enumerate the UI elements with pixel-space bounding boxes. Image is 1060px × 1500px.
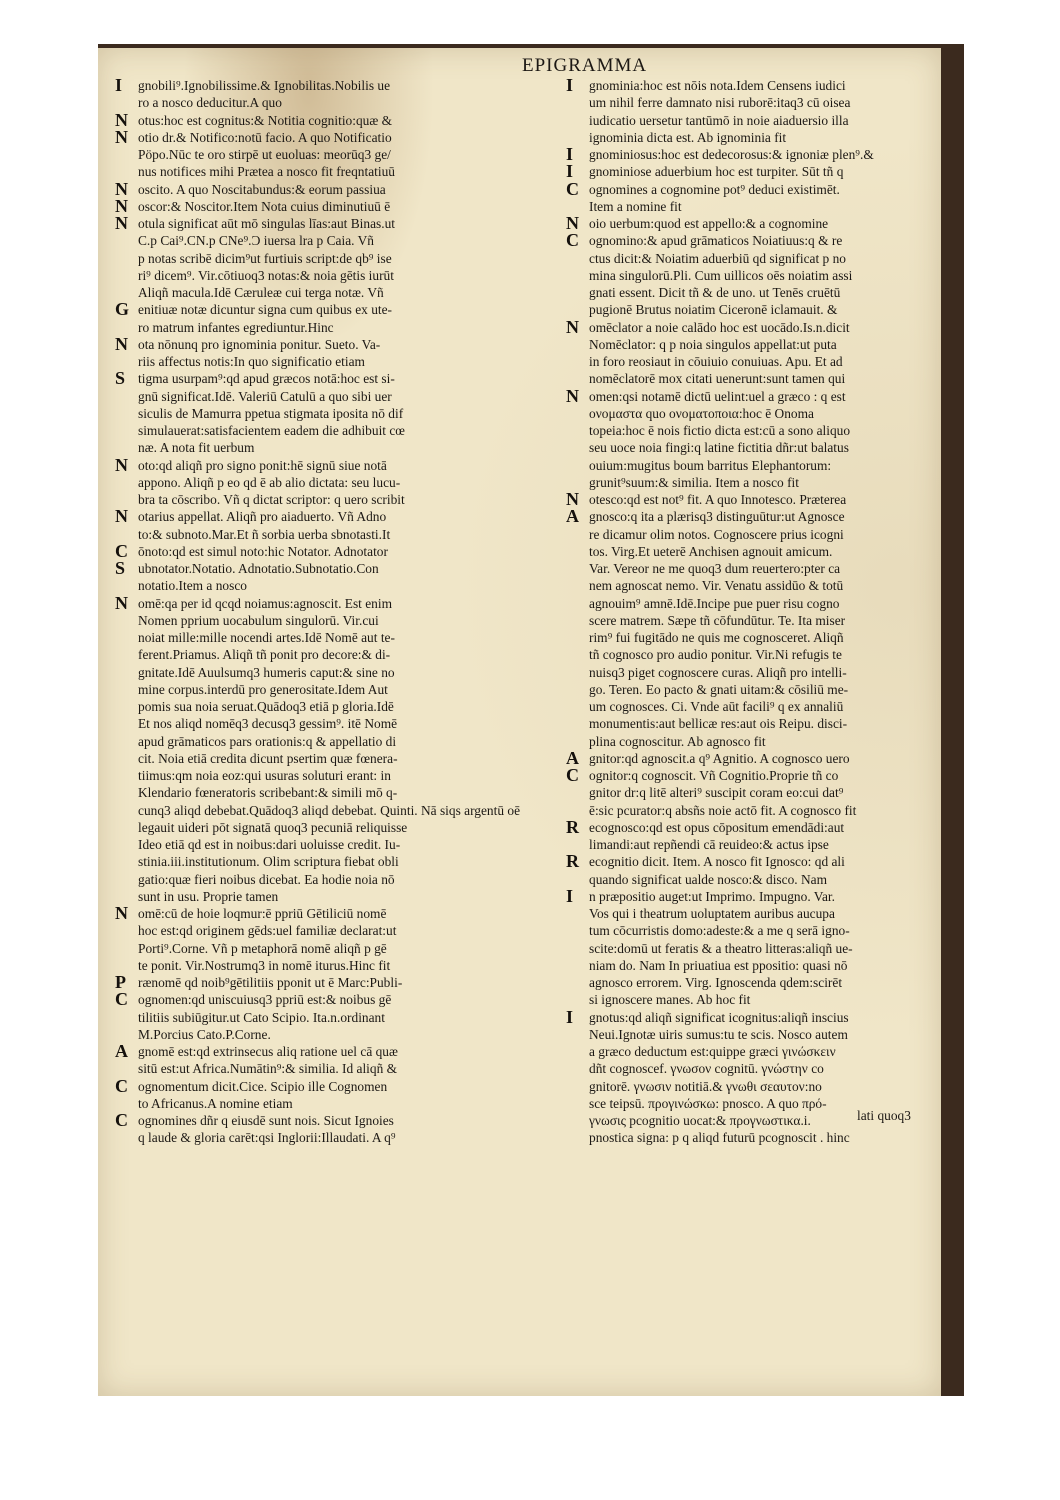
text-line [115,491,467,508]
line-text: sitū est:ut Africa.Numātin⁹:& similia. Id aliqñ & [138,1061,398,1077]
line-text: q laude & gloria carēt:qsi Inglorii:Illaudati. A q⁹ [138,1130,396,1146]
text-line [566,215,906,232]
text-line [115,715,467,732]
line-text: gnū significat.Idē. Valeriū Catulū a quo sibi uer [138,388,392,404]
line-text: in foro reosiaut in cōuiuio conuiuas. Apu. Et ad [589,354,843,369]
line-text: tos. Virg.Et ueterē Anchisen agnouit amicum. [589,543,833,559]
text-line [566,664,906,681]
text-line [566,77,906,94]
line-text: limandi:aut repñendi cā reuideo:& actus ipse [589,837,829,852]
text-line [566,871,906,888]
initial-letter: C [566,178,579,199]
text-line [566,784,906,801]
text-line [566,698,906,715]
line-text: gnomē est:qd extrinsecus aliq ratione uel cā quæ [138,1044,398,1059]
text-line [566,526,906,543]
initial-letter: S [115,368,126,389]
line-text: agnosco errorem. Virg. Ignoscenda qdem:scirēt [589,975,843,990]
text-line [566,629,906,646]
line-text: notatio.Item a nosco [138,578,247,594]
line-text: ro matrum infantes egrediuntur.Hinc [138,319,334,335]
line-text: re dicamur olim notos. Cognoscere prius icogni [589,526,844,542]
line-text: cit. Noia etiā credita dicunt psertim quæ fœnera- [138,750,398,766]
line-text: stinia.iii.institutionum. Olim scriptura fiebat obli [138,854,399,870]
text-line [115,871,467,888]
line-text: grunit⁹suum:& similia. Item a nosco fit [589,474,799,490]
text-line [115,767,467,784]
line-text: M.Porcius Cato.P.Corne. [138,1026,271,1042]
text-line [115,405,467,422]
text-line [115,94,467,111]
line-text: omē:qa per id qcqd noiamus:agnoscit. Est enim [138,595,392,611]
line-text: ονομαστα quo ονοματοποια:hoc ē Onoma [589,405,814,421]
text-line [115,388,467,405]
line-text: omen:qsi notamē dictū uelint:uel a græco : q est [589,388,846,404]
text-line [566,336,906,353]
text-line [566,595,906,612]
initial-letter: P [115,972,126,992]
line-text: ctus dicit:& Noiatim aduerbiū qd significat p no [589,250,846,266]
line-text: gatio:quæ fieri noibus dicebat. Ea hodie noia nō [138,871,395,887]
line-text: n præpositio auget:ut Imprimo. Impugno. Var. [589,888,835,904]
text-line [566,1112,906,1129]
text-line [115,454,467,475]
text-line [115,905,467,922]
initial-letter: C [115,540,128,561]
line-text: sce teipsū. προγινώσκω: pnosco. A quo πρό- [589,1095,827,1111]
text-line [566,1060,906,1077]
line-text: hoc est:qd originem gēds:uel familiæ declarat:ut [138,923,397,939]
line-text: rim⁹ fui fugitādo ne quis me cognosceret. Aliqñ [589,630,844,645]
text-line [566,577,906,594]
line-text: næ. A nota fit uerbum [138,440,255,456]
line-text: agnouim⁹ amnē.Idē.Incipe pue puer risu cogno [589,595,840,611]
line-text: ognomentum dicit.Cice. Scipio ille Cognomen [138,1078,388,1094]
line-text: γνωσις pcognitio uocat:& προγνωστικα.i. [589,1113,811,1128]
line-text: siculis de Mamurra ppetua stigmata iposita nō dif [138,405,404,421]
line-text: Porti⁹.Corne. Vñ p metaphorā nomē aliqñ p gē [138,940,387,956]
text-line [115,109,467,130]
line-text: ognomines a cognomine pot⁹ deduci existimēt. [589,181,840,197]
line-text: pomis sua noia seruat.Quādoq3 etiā p gloria.Idē [138,699,394,714]
initial-letter: N [115,195,128,216]
line-text: seu uoce noia fingi:q latine fictitia dñr:ut balatus [589,440,849,456]
text-line [115,439,467,456]
text-line [115,957,467,974]
text-line [566,1043,906,1060]
text-line [566,491,906,508]
initial-letter: I [566,144,574,164]
text-line [566,816,906,837]
initial-letter: I [566,161,574,182]
line-text: omēclator a noie calādo hoc est uocādo.Is.n.dicit [589,319,850,335]
text-line [566,836,906,853]
text-line [115,836,467,853]
text-line [566,767,906,784]
text-line [566,1095,906,1112]
text-line [566,301,906,318]
text-line [115,195,467,216]
line-text: Neui.Ignotæ uiris sumus:tu te scis. Nosco autem [589,1026,848,1042]
text-line [115,540,467,561]
text-line [566,146,906,163]
initial-letter: C [115,989,128,1010]
line-text: simulauerat:satisfacientem eadem die adhibuit cœ [138,423,405,438]
text-line [115,77,467,94]
line-text: oio uerbum:quod est appello:& a cognomine [589,216,829,231]
text-line [115,353,467,370]
text-line [566,250,906,267]
text-line [115,819,467,836]
line-text: tñ cognosco pro audio ponitur. Vir.Ni refugis te [589,647,842,663]
line-text: Et nos aliqd nomēq3 decusq3 gessim⁹. itē Nomē [138,716,398,732]
line-text: oscito. A quo Noscitabundus:& eorum passiua [138,181,386,197]
text-line [115,178,467,199]
text-line [566,1129,906,1146]
text-line [566,991,906,1008]
text-line [115,319,467,336]
initial-letter: N [566,213,579,233]
text-line [115,560,467,577]
text-line [566,508,906,525]
text-line [115,853,467,870]
line-text: a græco deductum est:quippe græci γινώσκειν [589,1044,836,1059]
text-line [115,646,467,663]
text-line [566,802,906,819]
text-line [115,284,467,301]
text-line [566,112,906,129]
text-line [115,267,467,284]
line-text: omē:cū de hoie loqmur:ē ppriū Gētiliciū nomē [138,906,387,921]
line-text: gnosco:q ita a plærisq3 distinguūtur:ut Agnosce [589,509,845,525]
line-text: quando significat ualde nosco:& disco. Nam [589,871,828,887]
text-line [115,940,467,957]
line-text: p notas scribē dicim⁹ut furtiuis script:de qb⁹ ise [138,250,392,266]
text-line [115,698,467,715]
line-text: nomēclatorē mox citati uenerunt:sunt tamen qui [589,371,846,387]
line-text: plina cognoscitur. Ab agnosco fit [589,733,766,749]
initial-letter: N [115,333,128,354]
line-text: mine corpus.interdū pro generositate.Idem Aut [138,681,388,697]
line-text: um cognosces. Ci. Vnde aūt facili⁹ q ex annaliū [589,699,844,714]
text-line [566,905,906,922]
line-text: ouium:mugitus boum barritus Elephantorum: [589,457,832,473]
text-line [115,629,467,646]
initial-letter: C [115,1075,128,1096]
line-text: sunt in usu. Proprie tamen [138,888,279,904]
line-text: ecognosco:qd est opus cōpositum emendādi:aut [589,819,845,835]
line-text: gnominia:hoc est nōis nota.Idem Censens iudici [589,78,846,93]
line-text: ferent.Priamus. Aliqñ tñ ponit pro decore:& di- [138,647,391,663]
text-line [115,215,467,232]
text-line [115,991,467,1008]
text-line [566,715,906,732]
initial-letter: G [115,299,130,320]
initial-letter: C [115,1110,128,1130]
line-text: gnominiose aduerbium hoc est turpiter. Sūt tñ q [589,164,844,180]
text-line [115,1009,467,1026]
text-line [566,922,906,939]
initial-letter: N [115,109,128,130]
line-text: Vos qui i theatrum uoluptatem auribus aucupa [589,906,835,921]
catchword: lati quoq3 [857,1108,911,1123]
initial-letter: A [566,747,579,768]
line-text: topeia:hoc ē nois fictio dicta est:cū a sono aliquo [589,423,851,438]
line-text: ri⁹ dicem⁹. Vir.cōtiuoq3 notas:& noia gētis iurūt [138,267,394,283]
line-text: iudicatio uersetur tantūmō in noie aiaduersio illa [589,112,849,128]
initial-letter: N [115,903,128,923]
line-text: noiat mille:mille nocendi artes.Idē Nomē aut te- [138,630,395,645]
line-text: um nihil ferre damnato nisi ruborē:itaq3 cū oisea [589,95,851,111]
initial-letter: A [566,506,579,527]
line-text: riis affectus notis:In quo significatio etiam [138,354,365,369]
text-line [115,1112,467,1129]
initial-letter: N [566,385,579,406]
text-line [566,457,906,474]
text-line [115,1075,467,1096]
initial-letter: C [566,230,579,251]
text-line [115,422,467,439]
text-line [566,422,906,439]
text-line [566,94,906,111]
line-text: ognomines dñr q eiusdē sunt nois. Sicut Ignoies [138,1113,394,1128]
initial-letter: N [566,316,579,337]
line-text: cunq3 aliqd debebat.Quādoq3 aliqd debebat. Quinti. Nā siqs argentū oē [138,802,521,818]
line-text: scere matrem. Sæpe tñ cōfundūtur. Te. Ita miser [589,612,846,628]
line-text: Aliqñ macula.Idē Cæruleæ cui terga notæ. Vñ [138,285,384,300]
text-line [566,733,906,750]
line-text: ro a nosco deducitur.A quo [138,95,282,111]
line-text: appono. Aliqñ p eo qd ē ab alio dictata: seu lucu- [138,474,401,490]
initial-letter: I [566,1006,574,1027]
line-text: gnati essent. Dicit tñ & de uno. ut Tenēs cruētū [589,285,841,300]
text-line [566,747,906,768]
initial-letter: S [115,558,126,578]
right-column [566,77,906,1147]
line-text: tum cōcurristis domo:adeste:& a me q serā igno- [589,923,850,939]
text-line [566,1078,906,1095]
line-text: otarius appellat. Aliqñ pro aiaduerto. Vñ Adno [138,509,387,525]
text-line [566,284,906,301]
text-line [115,1043,467,1060]
text-line [566,405,906,422]
line-text: nem agnoscat nemo. Vir. Venatu assidūo & totū [589,578,844,594]
line-text: te ponit. Vir.Nostrumq3 in nomē iturus.Hinc fit [138,957,391,973]
line-text: tigma usurpam⁹:qd apud græcos notā:hoc est si- [138,371,395,387]
line-text: si ignoscere manes. Ab hoc fit [589,992,751,1008]
text-line [115,922,467,939]
line-text: legauit uideri pōt signatā quoq3 pecuniā reliquisse [138,819,408,835]
text-line [566,439,906,456]
initial-letter: R [566,851,579,872]
line-text: ognitor:q cognoscit. Vñ Cognitio.Proprie tñ co [589,768,839,783]
text-line [566,267,906,284]
line-text: niam do. Nam In priuatiua est ppositio: quasi nō [589,957,848,973]
line-text: nuisq3 piget cognoscere curas. Aliqñ pro intelli- [589,664,847,680]
text-line [115,126,467,147]
initial-letter: I [566,75,574,95]
line-text: gnitor dr:q litē alteri⁹ suscipit coram eo:cui dat⁹ [589,785,844,801]
text-line [115,508,467,525]
text-line [115,146,467,163]
text-line [566,163,906,180]
line-text: pnostica signa: p q aliqd futurū pcognoscit . hinc [589,1130,850,1146]
line-text: enitiuæ notæ dicuntur signa cum quibus ex ute- [138,302,393,318]
initial-letter: N [566,489,579,509]
text-line [566,957,906,974]
line-text: ōnoto:qd est simul noto:hic Notator. Adnotator [138,543,388,559]
line-text: otesco:qd est not⁹ fit. A quo Innotesco. Præterea [589,492,847,507]
initial-letter: N [115,178,128,199]
line-text: rænomē qd noib⁹gētilitiis pponit ut ē Marc:Publi- [138,975,403,990]
line-text: Item a nomine fit [589,198,682,214]
initial-letter: N [115,506,128,527]
text-line [115,1026,467,1043]
text-line [115,301,467,318]
line-text: gnitor:qd agnoscit.a q⁹ Agnitio. A cognosco uero [589,750,850,766]
text-line [115,802,521,819]
line-text: gnotus:qd aliqñ significat icognitus:aliqñ inscius [589,1009,849,1025]
line-text: otus:hoc est cognitus:& Notitia cognitio:quæ & [138,112,393,128]
text-line [115,681,467,698]
line-text: ota nōnunq pro ignominia ponitur. Sueto. Va- [138,336,381,352]
text-line [115,592,467,613]
line-text: ognomino:& apud grāmaticos Noiatiuus:q & re [589,233,843,249]
text-line [115,664,467,681]
text-line [566,940,906,957]
line-text: go. Teren. Eo pacto & gnati uitam:& cōsiliū me- [589,681,849,697]
line-text: gnitate.Idē Auulsumq3 humeris caput:& sine no [138,664,395,680]
line-text: tiimus:qm noia eoz:qui usuras soluturi erant: in [138,768,391,783]
line-text: monumentis:aut bellicæ res:aut ois Reipu. disci- [589,716,848,732]
text-line [566,316,906,337]
text-line [566,560,906,577]
line-text: to:& subnoto.Mar.Et ñ sorbia uerba sbnotasti.It [138,526,391,542]
initial-letter: N [115,454,128,475]
text-line [566,612,906,629]
line-text: gnobili⁹.Ignobilissime.& Ignobilitas.Nobilis ue [138,78,391,93]
line-text: nus notifices mihi Prætea a nosco fit freqntatiuū [138,164,395,180]
text-line [566,198,906,215]
line-text: otio dr.& Notifico:notū facio. A quo Notificatio [138,129,392,145]
initial-letter: I [115,75,123,95]
initial-letter: R [566,816,579,837]
text-line [115,784,467,801]
text-line [566,974,906,991]
line-text: to Africanus.A nomine etiam [138,1095,293,1111]
text-line [566,353,906,370]
line-text: ognomen:qd uniscuiusq3 ppriū est:& noibus gē [138,992,392,1008]
line-text: tilitiis subiūgitur.ut Cato Scipio. Ita.n.ordinant [138,1009,385,1025]
text-line [566,1026,906,1043]
text-line [115,250,467,267]
text-line [566,1006,906,1027]
text-line [566,885,906,906]
text-line [566,853,906,870]
text-line [115,1129,467,1146]
text-line [115,612,467,629]
text-line [566,385,906,406]
line-text: oscor:& Noscitor.Item Nota cuius diminutiuū ē [138,198,391,214]
text-line [115,232,467,249]
line-text: Nomēclator: q p noia singulos appellat:ut puta [589,336,837,352]
line-text: ubnotator.Notatio. Adnotatio.Subnotatio.Con [138,561,379,576]
line-text: ignominia dicta est. Ab ignominia fit [589,129,787,145]
initial-letter: N [115,126,128,147]
text-line [115,1095,467,1112]
line-text: ecognitio dicit. Item. A nosco fit Ignosco: qd ali [589,854,845,870]
text-line [566,474,906,491]
text-line [566,129,906,146]
text-line [115,474,467,491]
initial-letter: I [566,885,574,906]
line-text: Var. Vereor ne me quoq3 dum reuertero:pter ca [589,561,841,576]
text-line [115,750,467,767]
line-text: ē:sic pcurator:q absñs noie actō fit. A cognosco fit [589,802,857,818]
initial-letter: C [566,765,579,785]
line-text: Ideo etiā qd est in noibus:dari uoluisse credit. Iu- [138,837,401,852]
line-text: gnitorē. γνωσιν notitiā.& γνωθι σεαυτον:no [589,1078,822,1094]
text-line [566,178,906,199]
text-line [566,681,906,698]
text-line [115,370,467,387]
line-text: gnominiosus:hoc est dedecorosus:& ignoniæ plen⁹.& [589,147,874,162]
line-text: oto:qd aliqñ pro signo ponit:hē signū siue notā [138,457,387,473]
text-line [115,333,467,354]
line-text: apud grāmaticos pars orationis:q & appellatio di [138,733,397,749]
initial-letter: N [115,213,128,233]
text-line [115,526,467,543]
line-text: otula significat aūt mō singulas līas:aut Binas.ut [138,216,395,231]
line-text: pugionē Brutus noiatim Ciceronē iclamauit. & [589,302,838,318]
text-line [115,733,467,750]
line-text: mina singulorū.Pli. Cum uillicos oēs noiatim assi [589,267,853,283]
initial-letter: A [115,1041,128,1061]
text-line [115,577,467,594]
line-text: dñt cognoscef. γνωσον cognitū. γνώστην co [589,1061,824,1077]
running-head: EPIGRAMMA [522,55,648,76]
left-column [115,75,521,1147]
text-line [566,232,906,249]
text-line [566,646,906,663]
text-line [566,543,906,560]
line-text: bra ta cōscribo. Vñ q dictat scriptor: q uero scribit [138,492,405,507]
initial-letter: N [115,592,128,613]
line-text: Pöpo.Nūc te oro stirpē ut euoluas: meorūq3 ge/ [138,147,391,162]
line-text: Klendario fœneratoris scribebant:& simili mō q- [138,785,398,801]
line-text: Nomen pprium uocabulum singulorū. Vir.cui [138,612,379,628]
text-line [115,974,467,991]
text-line [115,163,467,180]
text-line [115,888,467,905]
line-text: C.p Cai⁹.CN.p CNe⁹.Ɔ iuersa lra p Caia. Vñ [138,233,374,249]
text-line [115,1060,467,1077]
line-text: scite:domū ut feratis & a theatro litteras:aliqñ ue- [589,940,853,956]
text-line [566,370,906,387]
